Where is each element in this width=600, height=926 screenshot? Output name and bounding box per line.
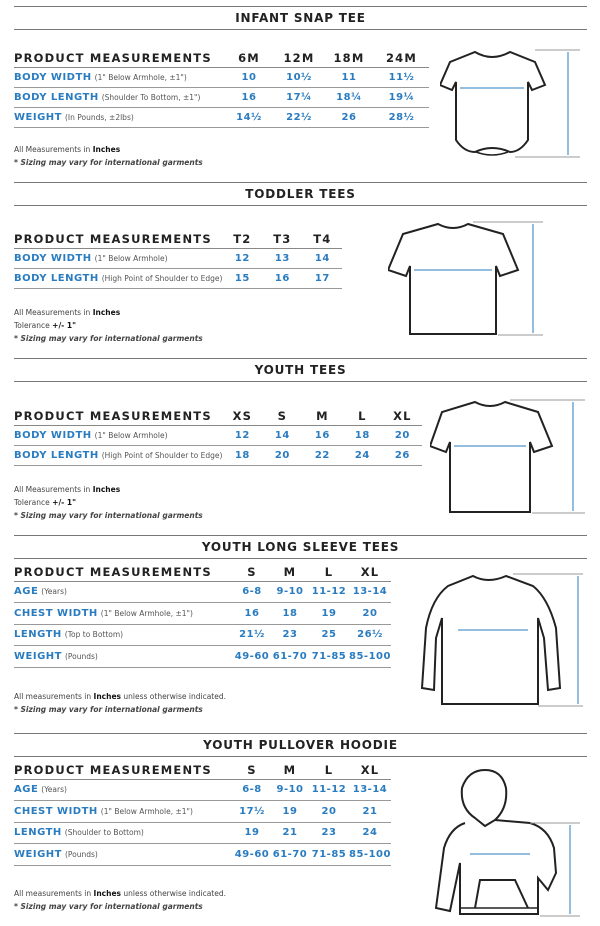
value-cell: 13 xyxy=(262,248,302,268)
value-cell: 85-100 xyxy=(349,646,391,668)
table-row xyxy=(14,801,391,823)
table-header-row xyxy=(14,562,391,581)
row-label-cell xyxy=(14,425,222,445)
divider xyxy=(14,182,587,183)
value-cell: 17¼ xyxy=(274,87,324,107)
value-cell: 19 xyxy=(309,603,349,625)
footnote: * Sizing may vary for international garments xyxy=(14,511,203,520)
value-cell: 20 xyxy=(309,801,349,823)
section-title: TODDLER TEES xyxy=(245,187,356,201)
row-label-cell xyxy=(14,801,233,823)
table-row xyxy=(14,603,391,625)
row-label-cell xyxy=(14,581,233,603)
note-text: unless otherwise indicated. xyxy=(121,692,226,701)
header-label: PRODUCT MEASUREMENTS xyxy=(14,229,222,248)
row-label-cell xyxy=(14,268,222,288)
measurement-table xyxy=(14,406,422,466)
value-cell: 23 xyxy=(271,624,309,646)
size-header: S xyxy=(233,760,271,779)
divider xyxy=(14,756,587,757)
divider xyxy=(14,381,587,382)
value-cell: 10½ xyxy=(274,67,324,87)
table-row xyxy=(14,67,429,87)
size-header: T4 xyxy=(302,229,342,248)
size-header: L xyxy=(309,562,349,581)
value-cell: 20 xyxy=(262,445,302,465)
measurement-table xyxy=(14,760,391,866)
size-header: M xyxy=(302,406,342,425)
note-text: Tolerance xyxy=(14,498,53,507)
divider xyxy=(14,358,587,359)
row-label: WEIGHT xyxy=(14,111,62,123)
value-cell: 21½ xyxy=(233,624,271,646)
size-header: 12M xyxy=(274,48,324,67)
value-cell: 26 xyxy=(382,445,422,465)
divider xyxy=(14,535,587,536)
value-cell: 49-60 xyxy=(233,844,271,866)
value-cell: 11½ xyxy=(374,67,429,87)
measurement-table xyxy=(14,562,391,668)
row-sublabel: (Years) xyxy=(41,587,67,597)
size-header: XS xyxy=(222,406,262,425)
row-sublabel: (Shoulder To Bottom, ±1") xyxy=(101,92,201,102)
table-row xyxy=(14,581,391,603)
row-label: BODY LENGTH xyxy=(14,91,99,103)
value-cell: 13-14 xyxy=(349,581,391,603)
size-header: M xyxy=(271,562,309,581)
value-cell: 14½ xyxy=(224,107,274,127)
size-header: T2 xyxy=(222,229,262,248)
header-label: PRODUCT MEASUREMENTS xyxy=(14,562,233,581)
row-label-cell xyxy=(14,107,224,127)
divider xyxy=(14,205,587,206)
footnote: * Sizing may vary for international garments xyxy=(14,158,203,167)
note-text: All Measurements in xyxy=(14,308,93,317)
value-cell: 6-8 xyxy=(233,581,271,603)
size-header: T3 xyxy=(262,229,302,248)
measurement-note xyxy=(14,485,120,494)
value-cell: 22½ xyxy=(274,107,324,127)
value-cell: 19¼ xyxy=(374,87,429,107)
note-text: All measurements in xyxy=(14,692,94,701)
size-header: L xyxy=(309,760,349,779)
row-label-cell xyxy=(14,67,224,87)
row-label-cell xyxy=(14,248,222,268)
value-cell: 16 xyxy=(233,603,271,625)
table-row xyxy=(14,107,429,127)
measurement-table xyxy=(14,48,429,128)
value-cell: 24 xyxy=(349,822,391,844)
row-label: LENGTH xyxy=(14,827,62,839)
measurement-table xyxy=(14,229,342,289)
value-cell: 21 xyxy=(349,801,391,823)
table-row xyxy=(14,624,391,646)
row-label: CHEST WIDTH xyxy=(14,805,98,817)
row-label: BODY LENGTH xyxy=(14,449,99,461)
size-header: XL xyxy=(349,760,391,779)
section-title: YOUTH PULLOVER HOODIE xyxy=(203,738,398,752)
size-header: XL xyxy=(349,562,391,581)
value-cell: 12 xyxy=(222,248,262,268)
table-header-row xyxy=(14,229,342,248)
note-bold: Inches xyxy=(92,308,121,317)
header-label: PRODUCT MEASUREMENTS xyxy=(14,48,224,67)
footnote: * Sizing may vary for international garments xyxy=(14,334,203,343)
row-label: BODY WIDTH xyxy=(14,71,92,83)
row-label-cell xyxy=(14,822,233,844)
row-sublabel: (Shoulder to Bottom) xyxy=(64,828,144,838)
note-text: All Measurements in xyxy=(14,485,93,494)
value-cell: 13-14 xyxy=(349,779,391,801)
table-header-row xyxy=(14,760,391,779)
value-cell: 24 xyxy=(342,445,382,465)
row-sublabel: (Top to Bottom) xyxy=(64,630,124,640)
row-label: CHEST WIDTH xyxy=(14,607,98,619)
table-row xyxy=(14,445,422,465)
table-header-row xyxy=(14,406,422,425)
row-label-cell xyxy=(14,603,233,625)
row-label: WEIGHT xyxy=(14,650,62,662)
measurement-note xyxy=(14,145,120,154)
table-row xyxy=(14,248,342,268)
row-label-cell xyxy=(14,87,224,107)
footnote: * Sizing may vary for international garments xyxy=(14,705,203,714)
table-row xyxy=(14,779,391,801)
value-cell: 26 xyxy=(324,107,374,127)
value-cell: 9-10 xyxy=(271,779,309,801)
value-cell: 17 xyxy=(302,268,342,288)
size-header: M xyxy=(271,760,309,779)
section-title: INFANT SNAP TEE xyxy=(235,11,366,25)
row-sublabel: (Pounds) xyxy=(64,849,98,859)
measurement-note xyxy=(14,692,226,701)
note-bold: +/- 1" xyxy=(52,498,77,507)
row-sublabel: (Years) xyxy=(41,785,67,795)
row-sublabel: (High Point of Shoulder to Edge) xyxy=(101,450,223,460)
value-cell: 16 xyxy=(262,268,302,288)
header-label: PRODUCT MEASUREMENTS xyxy=(14,406,222,425)
value-cell: 18¼ xyxy=(324,87,374,107)
row-sublabel: (1" Below Armhole, ±1") xyxy=(94,72,187,82)
value-cell: 12 xyxy=(222,425,262,445)
value-cell: 28½ xyxy=(374,107,429,127)
measurement-note xyxy=(14,889,226,898)
divider xyxy=(14,6,587,7)
note-bold: Inches xyxy=(92,145,121,154)
section-title: YOUTH LONG SLEEVE TEES xyxy=(201,540,400,554)
value-cell: 9-10 xyxy=(271,581,309,603)
value-cell: 71-85 xyxy=(309,646,349,668)
value-cell: 23 xyxy=(309,822,349,844)
section-title: YOUTH TEES xyxy=(254,363,347,377)
row-sublabel: (1" Below Armhole, ±1") xyxy=(100,608,193,618)
row-label: AGE xyxy=(14,586,39,598)
divider xyxy=(14,733,587,734)
size-header: 6M xyxy=(224,48,274,67)
row-sublabel: (High Point of Shoulder to Edge) xyxy=(101,273,223,283)
row-label-cell xyxy=(14,844,233,866)
size-header: 18M xyxy=(324,48,374,67)
note-text: All measurements in xyxy=(14,889,94,898)
value-cell: 21 xyxy=(271,822,309,844)
row-sublabel: (1" Below Armhole) xyxy=(94,430,168,440)
row-label: WEIGHT xyxy=(14,848,62,860)
value-cell: 15 xyxy=(222,268,262,288)
size-header: 24M xyxy=(374,48,429,67)
value-cell: 20 xyxy=(382,425,422,445)
value-cell: 6-8 xyxy=(233,779,271,801)
row-label: BODY WIDTH xyxy=(14,252,92,264)
value-cell: 19 xyxy=(271,801,309,823)
value-cell: 71-85 xyxy=(309,844,349,866)
size-header: S xyxy=(262,406,302,425)
row-label-cell xyxy=(14,779,233,801)
value-cell: 22 xyxy=(302,445,342,465)
row-label: AGE xyxy=(14,784,39,796)
value-cell: 11-12 xyxy=(309,581,349,603)
value-cell: 14 xyxy=(302,248,342,268)
row-label-cell xyxy=(14,445,222,465)
table-header-row xyxy=(14,48,429,67)
row-sublabel: (Pounds) xyxy=(64,651,98,661)
value-cell: 20 xyxy=(349,603,391,625)
value-cell: 11 xyxy=(324,67,374,87)
row-label: BODY LENGTH xyxy=(14,272,99,284)
value-cell: 61-70 xyxy=(271,844,309,866)
value-cell: 18 xyxy=(271,603,309,625)
row-sublabel: (1" Below Armhole) xyxy=(94,253,168,263)
footnote: * Sizing may vary for international garments xyxy=(14,902,203,911)
size-header: S xyxy=(233,562,271,581)
row-sublabel: (In Pounds, ±2lbs) xyxy=(64,112,134,122)
row-label: LENGTH xyxy=(14,629,62,641)
value-cell: 18 xyxy=(222,445,262,465)
measurement-note xyxy=(14,308,120,317)
value-cell: 25 xyxy=(309,624,349,646)
table-row xyxy=(14,87,429,107)
size-header: XL xyxy=(382,406,422,425)
row-label-cell xyxy=(14,624,233,646)
note-text: All Measurements in xyxy=(14,145,93,154)
value-cell: 49-60 xyxy=(233,646,271,668)
row-label-cell xyxy=(14,646,233,668)
note-bold: Inches xyxy=(93,692,121,701)
value-cell: 26½ xyxy=(349,624,391,646)
note-text: unless otherwise indicated. xyxy=(121,889,226,898)
note-text: Tolerance xyxy=(14,321,53,330)
table-row xyxy=(14,646,391,668)
value-cell: 11-12 xyxy=(309,779,349,801)
table-row xyxy=(14,268,342,288)
value-cell: 16 xyxy=(302,425,342,445)
table-row xyxy=(14,844,391,866)
value-cell: 61-70 xyxy=(271,646,309,668)
value-cell: 19 xyxy=(233,822,271,844)
row-label: BODY WIDTH xyxy=(14,429,92,441)
table-row xyxy=(14,425,422,445)
size-header: L xyxy=(342,406,382,425)
value-cell: 18 xyxy=(342,425,382,445)
divider xyxy=(14,558,587,559)
value-cell: 10 xyxy=(224,67,274,87)
measurement-note xyxy=(14,498,76,507)
row-sublabel: (1" Below Armhole, ±1") xyxy=(100,806,193,816)
measurement-note xyxy=(14,321,76,330)
note-bold: +/- 1" xyxy=(52,321,77,330)
note-bold: Inches xyxy=(92,485,121,494)
value-cell: 14 xyxy=(262,425,302,445)
value-cell: 17½ xyxy=(233,801,271,823)
divider xyxy=(14,29,587,30)
note-bold: Inches xyxy=(93,889,121,898)
value-cell: 16 xyxy=(224,87,274,107)
table-row xyxy=(14,822,391,844)
header-label: PRODUCT MEASUREMENTS xyxy=(14,760,233,779)
value-cell: 85-100 xyxy=(349,844,391,866)
